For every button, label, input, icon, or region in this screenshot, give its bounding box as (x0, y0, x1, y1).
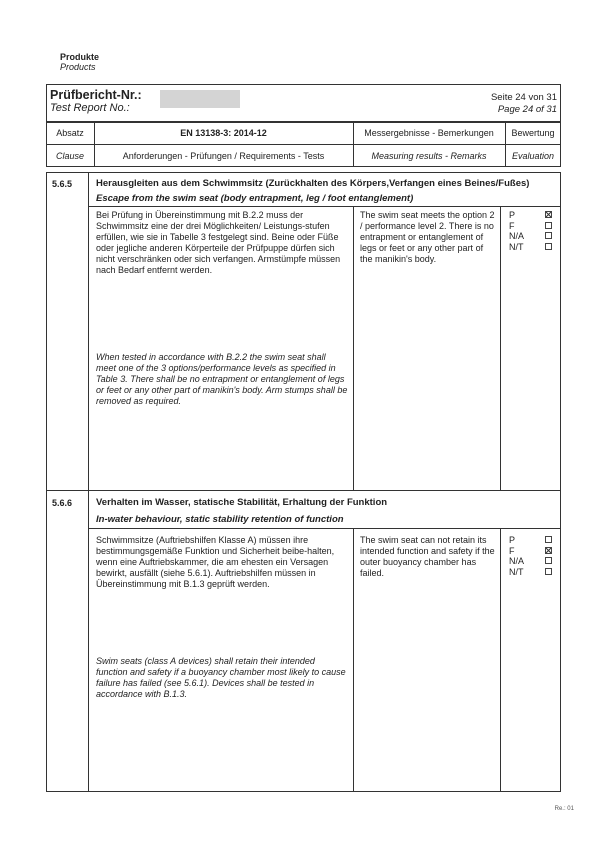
checkbox-na-5-6-5[interactable] (545, 232, 552, 239)
section-5-6-5-col-sep-2 (500, 206, 501, 490)
products-label-de: Produkte (60, 52, 100, 62)
checkbox-na-5-6-6[interactable] (545, 557, 552, 564)
col-absatz: Absatz (56, 128, 84, 138)
section-5-6-5-title-de: Herausgleiten aus dem Schwimmsitz (Zurückhalten des Körpers,Verfangen eines Beines/Fußes) (96, 178, 530, 189)
col-measuring-en: Measuring results - Remarks (371, 151, 487, 161)
col-clause: Clause (55, 151, 84, 161)
verdict-label-f: F (509, 545, 515, 556)
section-5-6-5-requirement-en: When tested in accordance with B.2.2 the swim seat shall meet one of the 3 options/performance levels as specified in Table 3. There shall be no entrapment or entanglement of legs or feet or any other part of manikin's body. Arm stumps shall be removed as required. (96, 352, 348, 406)
report-no-label-de: Prüfbericht-Nr.: (50, 88, 142, 102)
section-5-6-6-requirement-de: Schwimmsitze (Auftriebshilfen Klasse A) müssen ihre bestimmungsgemäße Funktion und Sicherheit beibe-halten, wenn eine Auftriebskammer, die am ehesten ein Versagen bewirkt, ausfällt (siehe 5.6.1). Auftriebshilfen müssen in Übereinstimmung mit B.1.3 geprüft werden. (96, 535, 335, 589)
page-number-de: Seite 24 von 31 (490, 92, 557, 103)
report-no-label-en: Test Report No.: (50, 102, 130, 114)
section-5-6-6-col-sep-2 (500, 528, 501, 792)
section-5-6-6-verdict-labels (509, 535, 524, 577)
verdict-label-p: P (509, 535, 516, 545)
col-requirements: Anforderungen - Prüfungen / Requirements - Tests (122, 151, 325, 161)
col-evaluation: Evaluation (511, 151, 555, 161)
checkbox-pass-5-6-5[interactable] (545, 211, 552, 218)
section-5-6-6-title-en: In-water behaviour, static stability retention of function (96, 514, 344, 525)
verdict-label-nt: N/T (509, 566, 524, 577)
checkbox-nt-5-6-5[interactable] (545, 243, 552, 250)
verdict-label-nt: N/T (509, 241, 524, 252)
clause-col-sep (88, 172, 89, 792)
section-5-6-5-title-divider (88, 206, 561, 207)
section-5-6-5-col-sep-1 (353, 206, 354, 490)
section-5-6-5-verdict-labels (509, 210, 524, 252)
checkbox-fail-5-6-5[interactable] (545, 222, 552, 229)
redacted-report-number (160, 90, 240, 108)
section-5-6-5-title-en: Escape from the swim seat (body entrapment, leg / foot entanglement) (96, 193, 414, 204)
section-5-6-6-clause: 5.6.6 (52, 498, 73, 508)
checkbox-pass-5-6-6[interactable] (545, 536, 552, 543)
section-5-6-6-requirement-en: Swim seats (class A devices) shall retain their intended function and safety if a buoyancy chamber most likely to cause failure has failed (see 5.6.1). Devices shall be tested in accordance with B.1.3. (96, 656, 346, 699)
checkbox-fail-5-6-6[interactable] (545, 547, 552, 554)
verdict-label-na: N/A (509, 231, 525, 241)
header-divider (46, 144, 561, 145)
col-measuring-de: Messergebnisse - Bemerkungen (364, 128, 494, 138)
page-number-en: Page 24 of 31 (497, 104, 557, 115)
products-label-en: Products (60, 62, 96, 72)
section-5-6-5-clause: 5.6.5 (52, 179, 73, 189)
verdict-label-p: P (509, 210, 516, 220)
section-5-6-6-col-sep-1 (353, 528, 354, 792)
verdict-label-f: F (509, 220, 515, 231)
col-standard: EN 13138-3: 2014-12 (180, 128, 267, 138)
checkbox-nt-5-6-6[interactable] (545, 568, 552, 575)
col-bewertung: Bewertung (511, 128, 555, 138)
section-5-6-6-title-divider (88, 528, 561, 529)
section-divider (46, 490, 561, 491)
section-5-6-6-result: The swim seat can not retain its intended function and safety if the outer buoyancy chamber has failed. (360, 535, 495, 578)
section-5-6-5-result: The swim seat meets the option 2 / performance level 2. There is no entrapment or entanglement of legs or feet or any other part of the manikin's body. (360, 210, 495, 264)
section-5-6-6-title-de: Verhalten im Wasser, statische Stabilität, Erhaltung der Funktion (96, 497, 388, 508)
revision-label: Re.: 01 (554, 806, 574, 812)
section-5-6-5-requirement-de: Bei Prüfung in Übereinstimmung mit B.2.2 muss der Schwimmsitz eine der drei Möglichkeiten/ Leistungs-stufen erfüllen, wie sie in Tabelle 3 festgelegt sind. Beine oder Füße oder jegliche anderen Körperteile der Prüfpuppe dürfen sich nicht verschränken oder sich verfangen. Armstümpfe müssen nach Bedarf entfernt werden. (96, 210, 341, 275)
verdict-label-na: N/A (509, 556, 525, 566)
